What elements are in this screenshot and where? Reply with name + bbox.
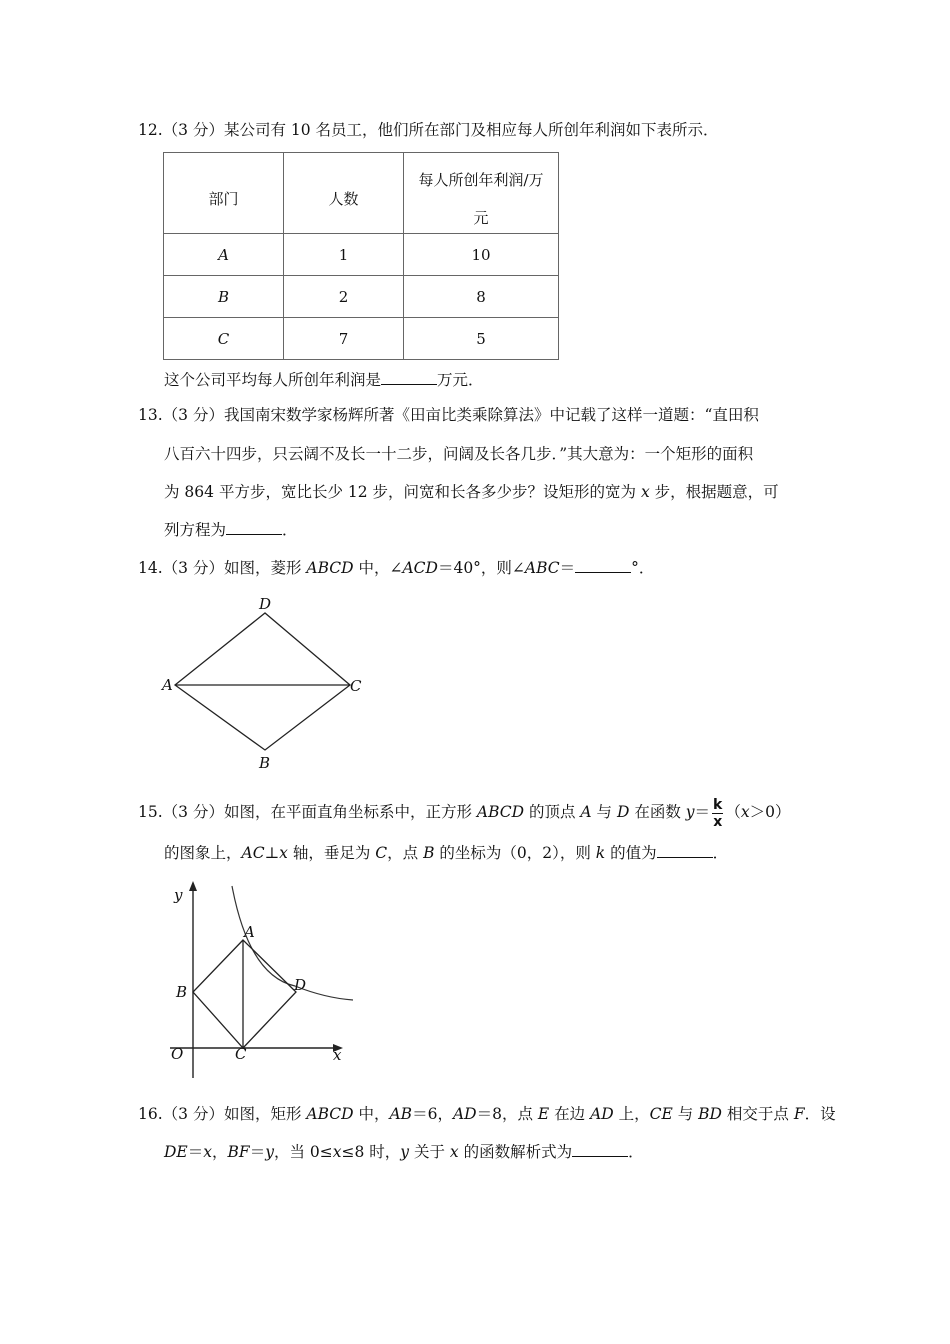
q12-answer-line: 这个公司平均每人所创年利润是 万元． [164, 371, 484, 389]
label-d: D [259, 595, 272, 613]
answer-blank[interactable] [575, 558, 631, 573]
header-count: 人数 [284, 153, 404, 234]
rhombus-abcd [175, 613, 350, 750]
rhombus-figure [160, 590, 380, 775]
q13-line2: 八百六十四步，只云阔不及长一十二步，问阔及长各几步．”其大意为：一个矩形的面积 [164, 445, 754, 463]
label-o: O [171, 1045, 184, 1063]
label-c: C [235, 1045, 247, 1063]
answer-blank[interactable] [572, 1142, 628, 1157]
cell-count: 1 [284, 234, 404, 276]
coordinate-figure [165, 878, 365, 1088]
cell-profit: 5 [404, 318, 559, 360]
cell-count: 2 [284, 276, 404, 318]
cell-dept: A [164, 234, 284, 276]
answer-blank[interactable] [657, 843, 713, 858]
q15-line2: 的图象上，AC⊥x 轴，垂足为 C，点 B 的坐标为（0，2），则 k 的值为 ． [164, 844, 729, 862]
fraction-k-over-x: $\frac{k}{x}$ [713, 796, 723, 830]
label-a: A [244, 923, 255, 941]
q14-stem: 14.（3 分）如图，菱形 ABCD 中，∠ACD＝40°，则∠ABC＝ °． [138, 559, 655, 577]
square-abcd [193, 940, 296, 1048]
header-department: 部门 [164, 153, 284, 234]
label-y: y [174, 886, 183, 904]
cell-dept: C [164, 318, 284, 360]
label-d: D [294, 976, 307, 994]
q16-line1: 16.（3 分）如图，矩形 ABCD 中，AB＝6，AD＝8，点 E 在边 AD 上，CE 与 BD 相交于点 F．设 [138, 1105, 836, 1123]
cell-profit: 10 [404, 234, 559, 276]
cell-count: 7 [284, 318, 404, 360]
q15-line1: 15.（3 分）如图，在平面直角坐标系中，正方形 ABCD 的顶点 A 与 D 在函数 y＝ $\frac{k}{x}$ （x＞0） [138, 796, 791, 830]
cell-profit: 8 [404, 276, 559, 318]
header-profit: 每人所创年利润/万 元 [404, 153, 559, 234]
answer-blank[interactable] [226, 520, 282, 535]
q13-line1: 13.（3 分）我国南宋数学家杨辉所著《田亩比类乘除算法》中记载了这样一道题：“直田积 [138, 406, 759, 424]
table-row [164, 276, 559, 318]
q13-line3: 为 864 平方步，宽比长少 12 步，问宽和长各多少步？设矩形的宽为 x 步，根据题意，可 [164, 483, 779, 501]
q12-stem: 12.（3 分）某公司有 10 名员工，他们所在部门及相应每人所创年利润如下表所示． [138, 121, 719, 139]
hyperbola-curve [232, 886, 353, 1000]
label-b: B [259, 754, 271, 772]
label-c: C [350, 677, 362, 695]
cell-dept: B [164, 276, 284, 318]
table-row [164, 234, 559, 276]
label-b: B [176, 983, 188, 1001]
q13-line4: 列方程为 ． [164, 521, 298, 539]
answer-blank[interactable] [381, 370, 437, 385]
y-axis-arrow [189, 881, 197, 891]
q16-line2: DE＝x，BF＝y，当 0≤x≤8 时，y 关于 x 的函数解析式为 ． [164, 1143, 644, 1161]
table-row [164, 318, 559, 360]
label-x: x [333, 1046, 342, 1064]
profit-table [163, 152, 559, 360]
label-a: A [162, 676, 173, 694]
